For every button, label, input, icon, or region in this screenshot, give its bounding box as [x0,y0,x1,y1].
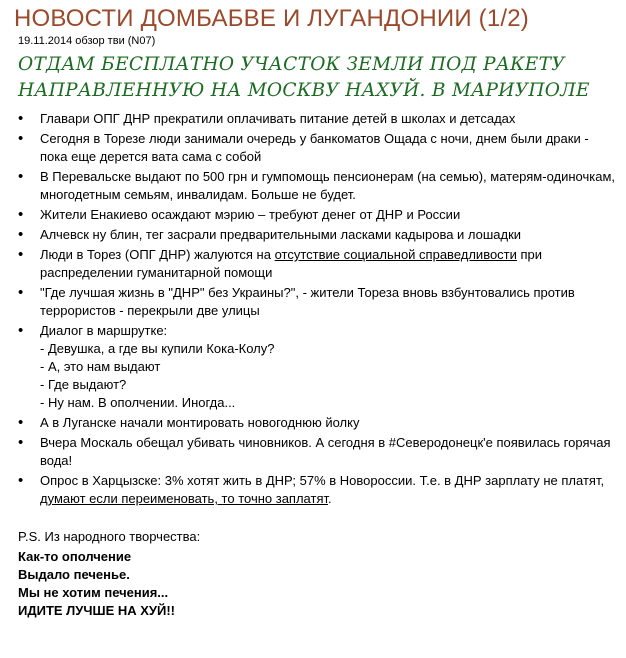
news-item: • Жители Енакиево осаждают мэрию – требуют денег от ДНР и России [0,206,626,224]
news-item: • "Где лучшая жизнь в "ДНР" без Украины?", - жители Тореза вновь взбунтовались против террористов - перекрыли две улицы [0,284,626,320]
slogan-line-1: ОТДАМ БЕСПЛАТНО УЧАСТОК ЗЕМЛИ ПОД РАКЕТУ [18,54,565,75]
news-list [0,110,626,508]
poem-line: Как-то ополчение [18,549,132,564]
dialog-line: - А, это нам выдают [40,359,161,374]
news-text: . [328,491,332,506]
news-item: • Сегодня в Торезе люди занимали очередь у банкоматов Ощада с ночи, днем были драки - пока еще дерется вата сама с собой [0,130,626,166]
news-item-dialog [0,322,626,412]
news-item: • Вчера Москаль обещал убивать чиновников. А сегодня в #Северодонецк'е появилась горячая вода! [0,434,626,470]
dateline: 19.11.2014 обзор тви (N07) [18,35,156,47]
poem [18,548,626,620]
underlined-link[interactable]: отсутствие социальной справедливости [274,247,517,262]
news-text: Опрос в Харцызске: 3% хотят жить в ДНР; 57% в Новороссии. Т.е. в ДНР зарплату не платят, [40,473,605,488]
news-text: Люди в Торез (ОПГ ДНР) жалуются на [40,247,275,262]
news-item: • Алчевск ну блин, тег засрали предварительными ласками кадырова и лошадки [0,226,626,244]
underlined-link[interactable]: думают если переименовать, то точно заплатят [40,491,329,506]
postscript: P.S. Из народного творчества: [18,529,201,544]
news-item [0,246,626,282]
dialog-line: - Ну нам. В ополчении. Иногда... [40,395,236,410]
slogan-line-2: НАПРАВЛЕННУЮ НА МОСКВУ НАХУЙ. В МАРИУПОЛЕ [18,80,590,101]
news-item: • Главари ОПГ ДНР прекратили оплачивать питание детей в школах и детсадах [0,110,626,128]
slogan [18,52,626,104]
poem-line: Мы не хотим печения... [18,585,169,600]
page-title: НОВОСТИ ДОМБАБВЕ И ЛУГАНДОНИИ (1/2) [14,5,529,32]
dialog-line: - Девушка, а где вы купили Кока-Колу? [40,341,275,356]
news-text: при распределении гуманитарной помощи [40,247,543,280]
dialog-line: - Где выдают? [40,377,127,392]
news-item: • В Перевальске выдают по 500 грн и гумпомощь пенсионерам (на семью), матерям-одиночкам, многодетным семьям, инвалидам. Больше не будет. [0,168,626,204]
news-item: • А в Луганске начали монтировать новогоднюю йолку [0,414,626,432]
news-item [0,472,626,508]
poem-line: Выдало печенье. [18,567,130,582]
dialog-heading: • Диалог в маршрутке: [40,323,168,338]
poem-line: ИДИТЕ ЛУЧШЕ НА ХУЙ!! [18,603,176,618]
